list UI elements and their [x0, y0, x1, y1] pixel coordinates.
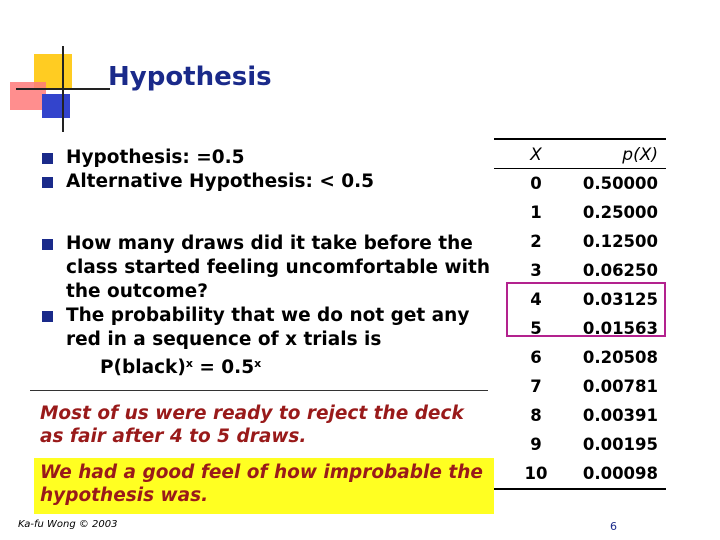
page-number: 6: [610, 520, 617, 533]
bullet-text: Alternative Hypothesis: < 0.5: [66, 171, 375, 192]
table-bottom-rule: [494, 488, 666, 490]
cell-x: 3: [530, 261, 542, 280]
table-row: [494, 198, 666, 227]
cell-px: 0.25000: [582, 203, 658, 222]
table-row: [494, 372, 666, 401]
bullet-square-icon: [42, 239, 53, 250]
bullet-square-icon: [42, 311, 53, 322]
header-px: p(X): [622, 145, 658, 165]
cell-px: 0.01563: [582, 319, 658, 338]
bullet-null-hypothesis: [40, 146, 490, 170]
slide-title: Hypothesis: [108, 62, 272, 92]
cell-px: 0.00391: [582, 406, 658, 425]
cell-x: 0: [530, 174, 542, 193]
bullet-square-icon: [42, 177, 53, 188]
bullet-square-icon: [42, 153, 53, 164]
cell-x: 4: [530, 290, 542, 309]
bullet-text: The probability that we do not get any red in a sequence of x trials is: [66, 305, 470, 350]
bullet-text: Hypothesis: =0.5: [66, 147, 245, 168]
cell-px: 0.20508: [582, 348, 658, 367]
cell-x: 9: [530, 435, 542, 454]
cell-x: 10: [524, 464, 548, 483]
table-row: [494, 459, 666, 488]
cell-px: 0.06250: [582, 261, 658, 280]
table-row: [494, 401, 666, 430]
cell-x: 2: [530, 232, 542, 251]
cell-x: 5: [530, 319, 542, 338]
header-x: X: [530, 145, 542, 165]
footer-credit: Ka-fu Wong © 2003: [18, 519, 118, 530]
bullet-draws-question: [40, 232, 490, 304]
bullet-text: How many draws did it take before the class started feeling uncomfortable with the outcome?: [66, 233, 490, 302]
table-row: [494, 169, 666, 198]
table-row: [494, 343, 666, 372]
probability-formula: P(black)$^x$ = $0.5^x$: [100, 357, 262, 378]
cell-px: 0.12500: [582, 232, 658, 251]
logo-red-square: [10, 82, 46, 110]
cell-px: 0.00195: [582, 435, 658, 454]
bullet-group-questions: [40, 232, 490, 380]
cell-x: 7: [530, 377, 542, 396]
logo-horizontal-line: [16, 88, 110, 90]
logo-blue-square: [42, 94, 70, 118]
bullet-group-hypotheses: [40, 146, 490, 194]
bullet-alternative-hypothesis: [40, 170, 490, 194]
bullet-probability-statement: [40, 304, 490, 352]
table-header-row: [494, 140, 666, 168]
cell-px: 0.03125: [582, 290, 658, 309]
slide-logo: [10, 46, 110, 132]
cell-x: 8: [530, 406, 542, 425]
cell-px: 0.50000: [582, 174, 658, 193]
highlighted-rows-box: [506, 282, 666, 337]
note-reject-deck: Most of us were ready to reject the deck as fair after 4 to 5 draws.: [40, 403, 464, 447]
section-divider: [30, 390, 488, 391]
cell-px: 0.00098: [582, 464, 658, 483]
cell-x: 6: [530, 348, 542, 367]
note-improbable-hypothesis: We had a good feel of how improbable the hypothesis was.: [34, 458, 494, 514]
cell-x: 1: [530, 203, 542, 222]
table-row: [494, 256, 666, 285]
table-row: [494, 227, 666, 256]
table-row: [494, 430, 666, 459]
cell-px: 0.00781: [582, 377, 658, 396]
